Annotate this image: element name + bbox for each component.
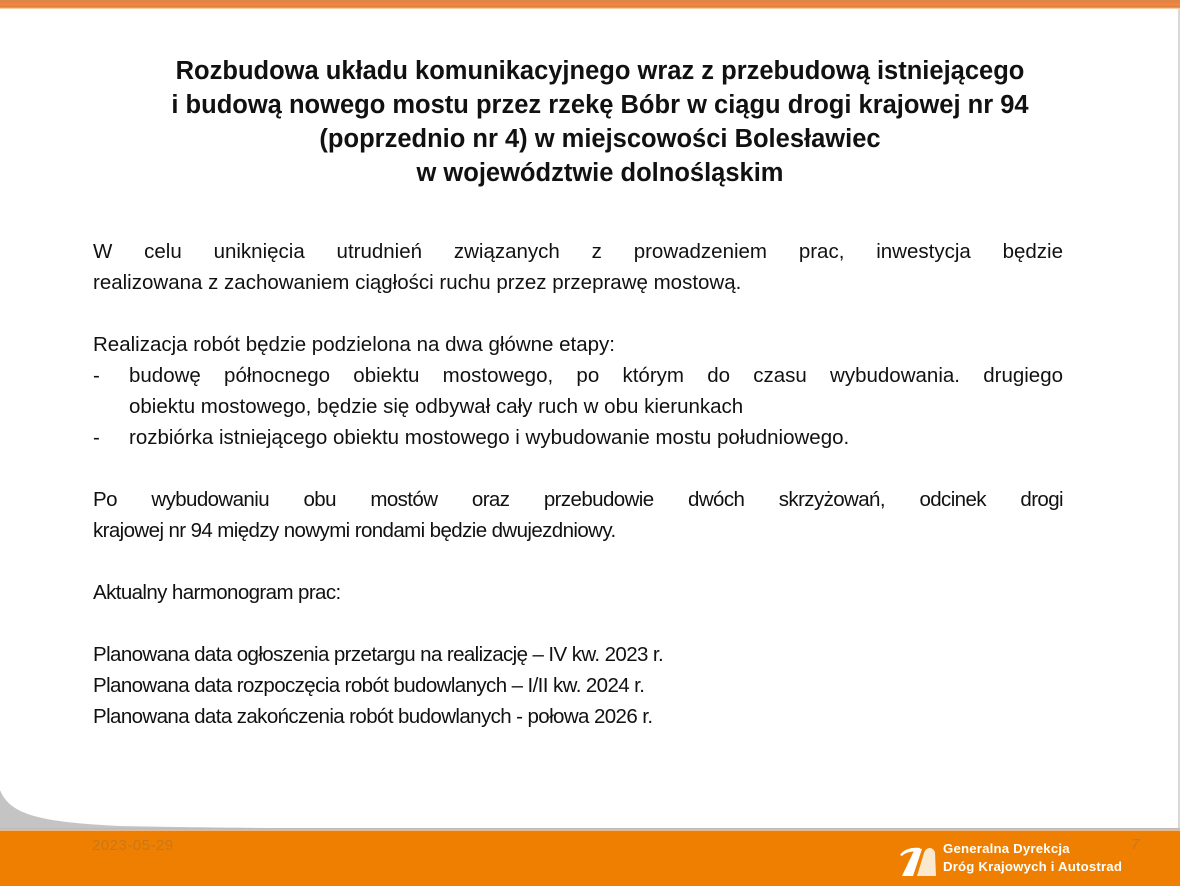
stage-item-2	[93, 422, 1063, 453]
title-line-3: (poprzednio nr 4) w miejscowości Bolesławiec	[319, 125, 881, 153]
outcome-line-2: krajowej nr 94 między nowymi rondami będzie dwujezdniowy.	[93, 519, 616, 542]
outcome-paragraph	[93, 484, 1063, 546]
intro-line-1: W celu uniknięcia utrudnień związanych z prowadzeniem prac, inwestycja będzie	[93, 240, 1063, 263]
schedule-item-2: Planowana data rozpoczęcia robót budowlanych – I/II kw. 2024 r.	[93, 674, 645, 697]
slide-body	[93, 236, 1063, 732]
org-name-line-1: Generalna Dyrekcja	[943, 841, 1070, 856]
intro-paragraph	[93, 236, 1063, 298]
stage-2-line-1: rozbiórka istniejącego obiektu mostowego i wybudowanie mostu południowego.	[129, 426, 850, 449]
schedule-item-3: Planowana data zakończenia robót budowlanych - połowa 2026 r.	[93, 705, 653, 728]
top-accent-bar	[0, 0, 1180, 9]
spacer	[93, 298, 1063, 329]
schedule-heading: Aktualny harmonogram prac:	[93, 581, 341, 604]
spacer	[93, 608, 1063, 639]
page-number: 7	[1131, 836, 1140, 853]
footer-bar	[0, 829, 1180, 886]
stages-heading: Realizacja robót będzie podzielona na dwa główne etapy:	[93, 333, 615, 356]
dash-bullet: -	[93, 364, 100, 387]
organization-name	[943, 840, 1122, 876]
title-line-2: i budową nowego mostu przez rzekę Bóbr w ciągu drogi krajowej nr 94	[171, 91, 1029, 119]
org-name-line-2: Dróg Krajowych i Autostrad	[943, 859, 1123, 874]
footer-date: 2023-05-29	[92, 837, 174, 854]
outcome-line-1: Po wybudowaniu obu mostów oraz przebudowie dwóch skrzyżowań, odcinek drogi	[93, 488, 1063, 511]
footer-swoosh-decoration	[0, 760, 1180, 830]
title-line-4: w województwie dolnośląskim	[416, 159, 784, 187]
stage-1-line-1: budowę północnego obiektu mostowego, po którym do czasu wybudowania. drugiego	[129, 364, 1063, 387]
gddkia-road-logo-icon	[898, 843, 938, 877]
stage-item-1	[93, 360, 1063, 422]
stage-item-text	[129, 360, 1063, 422]
slide-title	[90, 54, 1110, 190]
intro-line-2: realizowana z zachowaniem ciągłości ruchu przez przeprawę mostową.	[93, 271, 742, 294]
title-line-1: Rozbudowa układu komunikacyjnego wraz z przebudową istniejącego	[175, 57, 1025, 85]
spacer	[93, 453, 1063, 484]
spacer	[93, 546, 1063, 577]
dash-bullet: -	[93, 426, 100, 449]
stage-1-line-2: obiektu mostowego, będzie się odbywał cały ruch w obu kierunkach	[129, 395, 744, 418]
schedule-item-1: Planowana data ogłoszenia przetargu na realizację – IV kw. 2023 r.	[93, 643, 664, 666]
